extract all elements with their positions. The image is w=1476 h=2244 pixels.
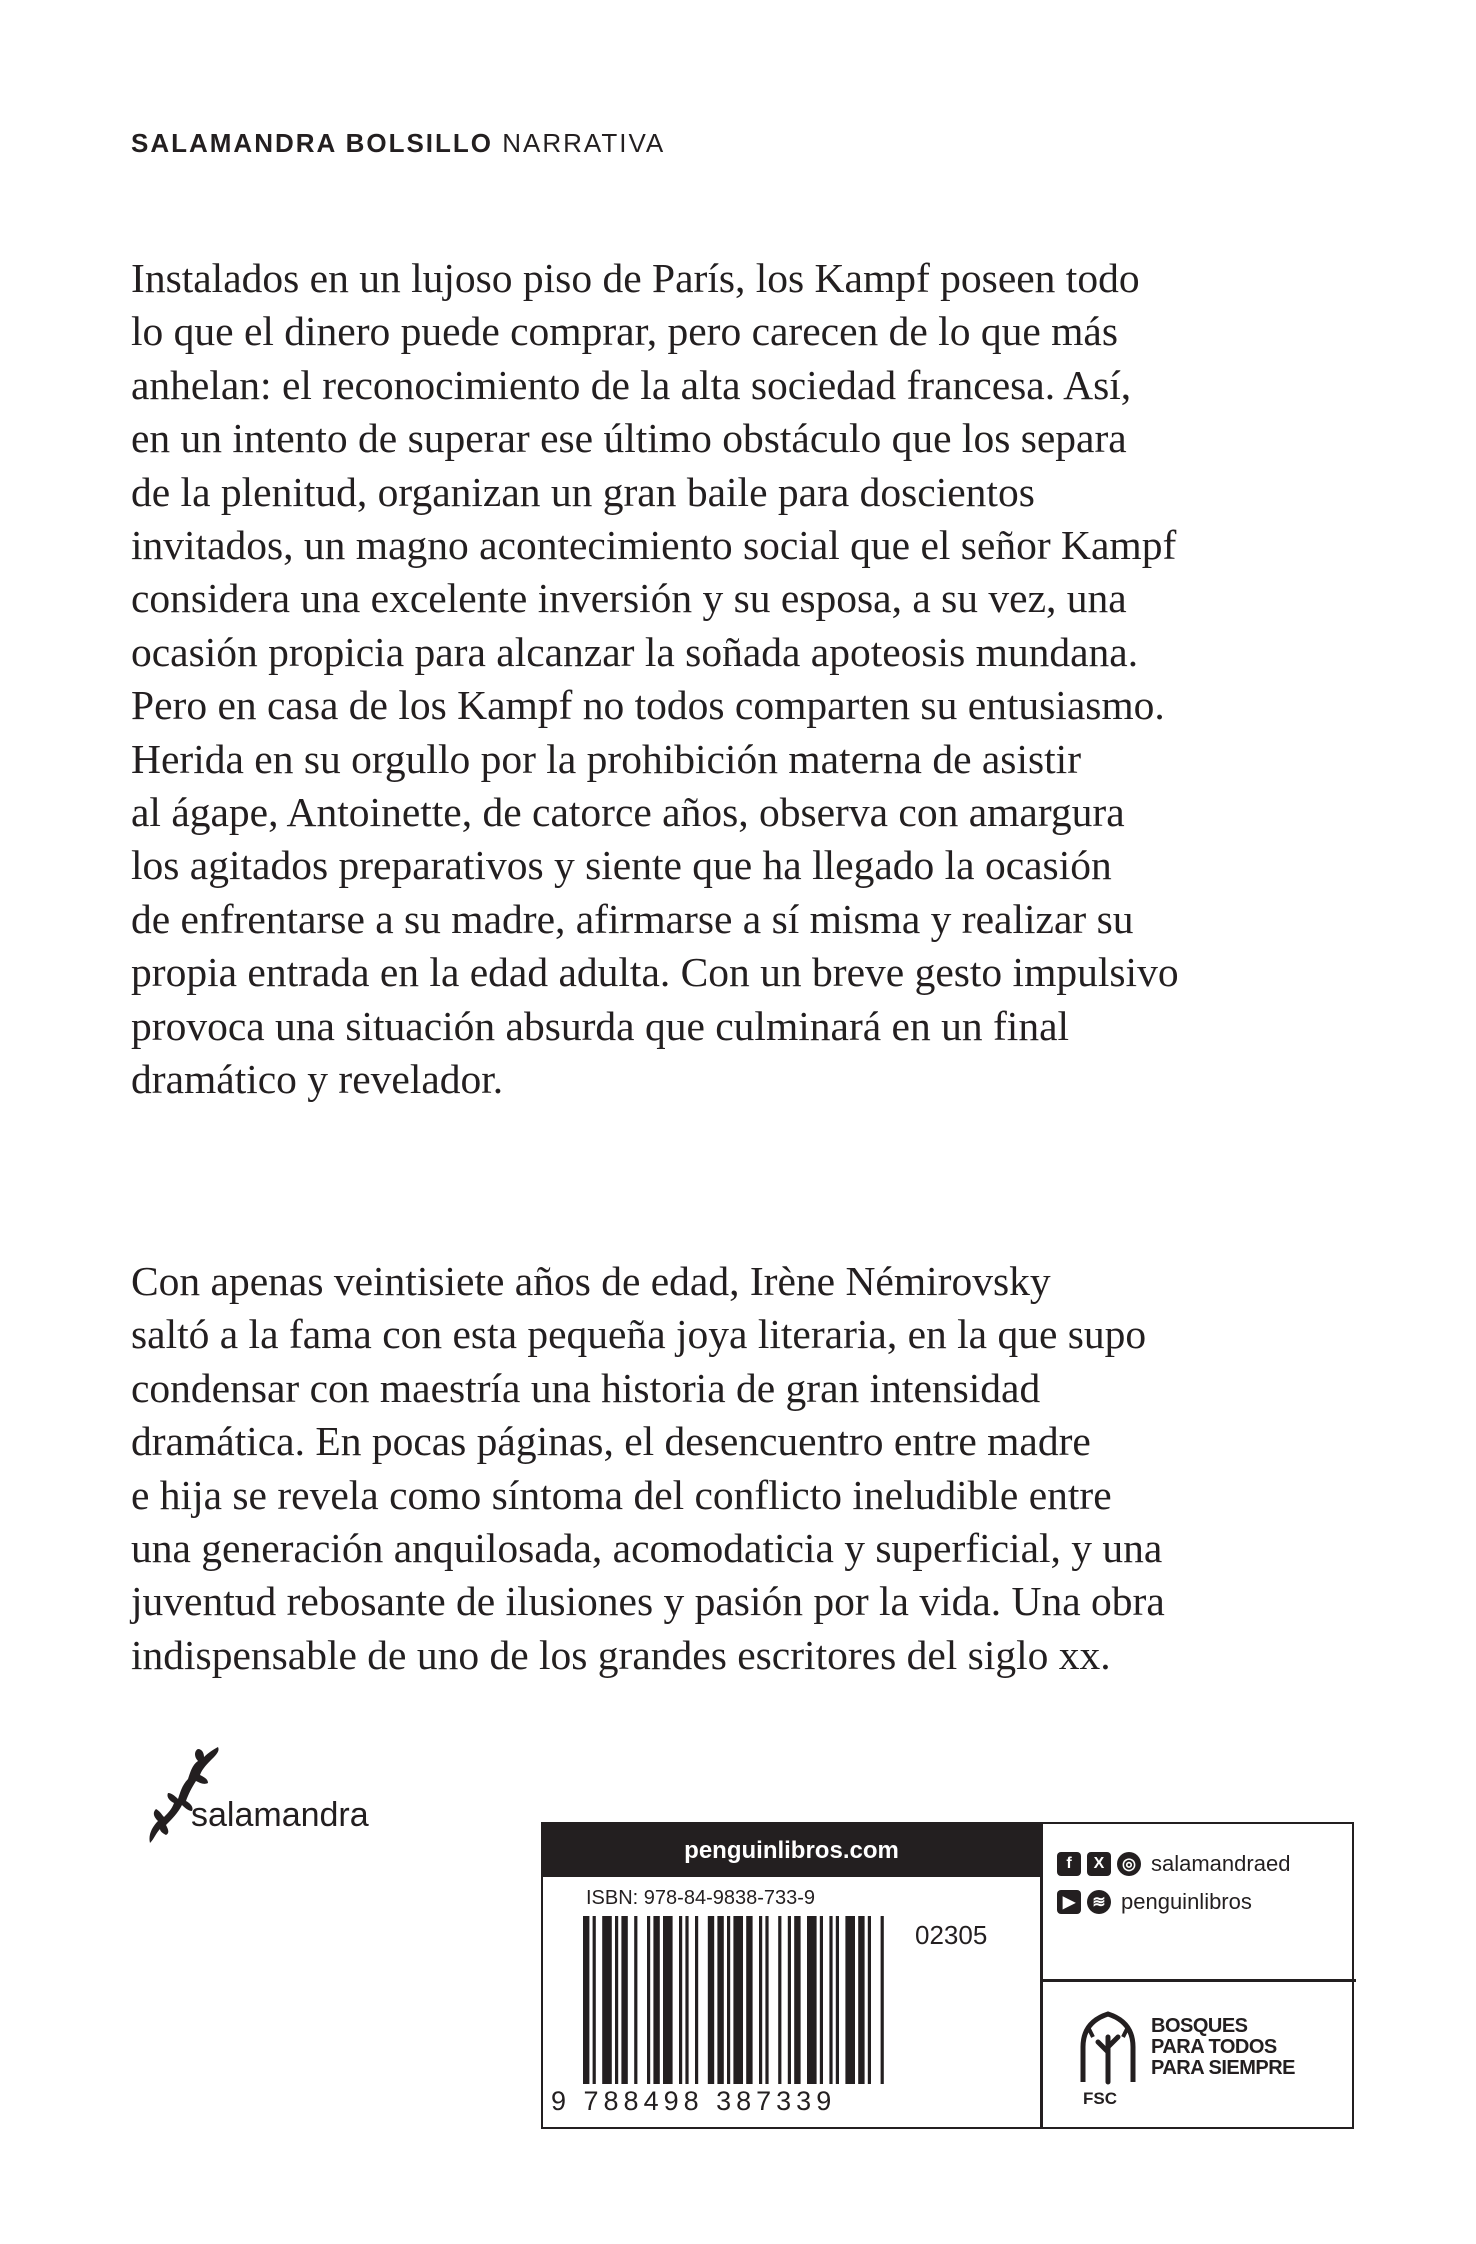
barcode-bar — [695, 1916, 698, 2084]
barcode-bar — [733, 1916, 743, 2084]
barcode-bar — [647, 1916, 650, 2084]
barcode-bar — [583, 1916, 589, 2084]
synopsis-line: propia entrada en la edad adulta. Con un breve gesto impulsivo — [131, 949, 1179, 996]
author_note-line: una generación anquilosada, acomodaticia y superficial, y una — [131, 1525, 1163, 1572]
synopsis-line: anhelan: el reconocimiento de la alta sociedad francesa. Así, — [131, 361, 1132, 408]
barcode-bar — [881, 1916, 884, 2084]
barcode-bar — [836, 1916, 839, 2084]
author-note-paragraph — [131, 1255, 1165, 1682]
barcode-bar — [679, 1916, 682, 2084]
barcode-bar — [759, 1916, 762, 2084]
barcode-bar — [727, 1916, 730, 2084]
synopsis-line: los agitados preparativos y siente que ha llegado la ocasión — [131, 842, 1112, 889]
author_note-line: saltó a la fama con esta pequeña joya literaria, en la que supo — [131, 1311, 1147, 1358]
barcode — [583, 1916, 893, 2084]
barcode-bar — [634, 1916, 637, 2084]
series-collection: NARRATIVA — [502, 128, 666, 158]
barcode-bar — [778, 1916, 781, 2084]
synopsis-line: dramático y revelador. — [131, 1056, 504, 1103]
synopsis-line: de la plenitud, organizan un gran baile para doscientos — [131, 468, 1035, 515]
synopsis-line: de enfrentarse a su madre, afirmarse a sí misma y realizar su — [131, 895, 1134, 942]
barcode-box — [541, 1822, 1354, 2129]
synopsis-line: provoca una situación absurda que culminará en un final — [131, 1002, 1070, 1049]
barcode-bar — [685, 1916, 688, 2084]
ean-digits: 9 788498 387339 — [551, 2086, 837, 2116]
synopsis-line: Herida en su orgullo por la prohibición materna de asistir — [131, 735, 1082, 782]
x-icon[interactable]: X — [1087, 1852, 1111, 1876]
synopsis-line: al ágape, Antoinette, de catorce años, observa con amargura — [131, 789, 1125, 836]
publisher-logo-text: salamandra — [191, 1796, 369, 1834]
synopsis-line: lo que el dinero puede comprar, pero carecen de lo que más — [131, 308, 1118, 355]
barcode-bar — [829, 1916, 832, 2084]
box-divider-horizontal — [1040, 1979, 1356, 1982]
barcode-bar — [663, 1916, 673, 2084]
social-handle-salamandraed[interactable]: salamandraed — [1151, 1851, 1291, 1876]
synopsis-line: Pero en casa de los Kampf no todos comparten su entusiasmo. — [131, 682, 1165, 729]
barcode-bar — [794, 1916, 800, 2084]
barcode-bar — [708, 1916, 714, 2084]
spotify-icon[interactable]: ≋ — [1087, 1890, 1111, 1914]
bosques-line-2: PARA TODOS — [1151, 2036, 1277, 2058]
barcode-bar — [717, 1916, 723, 2084]
social-row-1 — [1057, 1851, 1290, 1877]
barcode-bar — [653, 1916, 659, 2084]
social-handle-penguinlibros[interactable]: penguinlibros — [1121, 1889, 1252, 1914]
synopsis-line: invitados, un magno acontecimiento social que el señor Kampf — [131, 522, 1177, 569]
bosques-line-1: BOSQUES — [1151, 2015, 1248, 2037]
barcode-bar — [845, 1916, 855, 2084]
synopsis-line: Instalados en un lujoso piso de París, los Kampf poseen todo — [131, 255, 1140, 301]
barcode-bar — [820, 1916, 823, 2084]
barcode-bar — [765, 1916, 768, 2084]
author_note-line: indispensable de uno de los grandes escritores del siglo xx. — [131, 1631, 1111, 1678]
synopsis-paragraph — [131, 252, 1179, 1107]
facebook-icon[interactable]: f — [1057, 1852, 1081, 1876]
price-code: 02305 — [915, 1920, 988, 1950]
fsc-tree-icon — [1073, 2002, 1143, 2092]
barcode-bar — [858, 1916, 864, 2084]
website-label[interactable]: penguinlibros.com — [543, 1824, 1040, 1877]
author_note-line: dramática. En pocas páginas, el desencuentro entre madre — [131, 1418, 1091, 1465]
social-row-2 — [1057, 1889, 1252, 1915]
barcode-bar — [593, 1916, 596, 2084]
box-divider-vertical — [1040, 1824, 1043, 2127]
barcode-bar — [807, 1916, 817, 2084]
isbn-label: ISBN: 978-84-9838-733-9 — [586, 1887, 816, 1909]
series-brand: SALAMANDRA BOLSILLO — [131, 128, 494, 158]
barcode-bar — [602, 1916, 612, 2084]
series-label — [131, 128, 665, 159]
bosques-label — [1151, 2016, 1295, 2079]
barcode-bar — [615, 1916, 618, 2084]
youtube-icon[interactable]: ▶ — [1057, 1890, 1081, 1914]
author_note-line: e hija se revela como síntoma del conflicto ineludible entre — [131, 1471, 1112, 1518]
author_note-line: condensar con maestría una historia de gran intensidad — [131, 1364, 1041, 1411]
author_note-line: Con apenas veintisiete años de edad, Irène Némirovsky — [131, 1258, 1051, 1304]
barcode-bar — [788, 1916, 791, 2084]
bosques-line-3: PARA SIEMPRE — [1151, 2057, 1296, 2079]
barcode-bar — [868, 1916, 871, 2084]
instagram-icon[interactable]: ◎ — [1117, 1852, 1141, 1876]
barcode-bar — [746, 1916, 752, 2084]
synopsis-line: ocasión propicia para alcanzar la soñada apoteosis mundana. — [131, 628, 1139, 675]
author_note-line: juventud rebosante de ilusiones y pasión por la vida. Una obra — [131, 1578, 1165, 1625]
synopsis-line: considera una excelente inversión y su esposa, a su vez, una — [131, 575, 1127, 622]
barcode-bar — [621, 1916, 627, 2084]
fsc-label: FSC — [1083, 2089, 1117, 2108]
synopsis-line: en un intento de superar ese último obstáculo que los separa — [131, 415, 1127, 462]
